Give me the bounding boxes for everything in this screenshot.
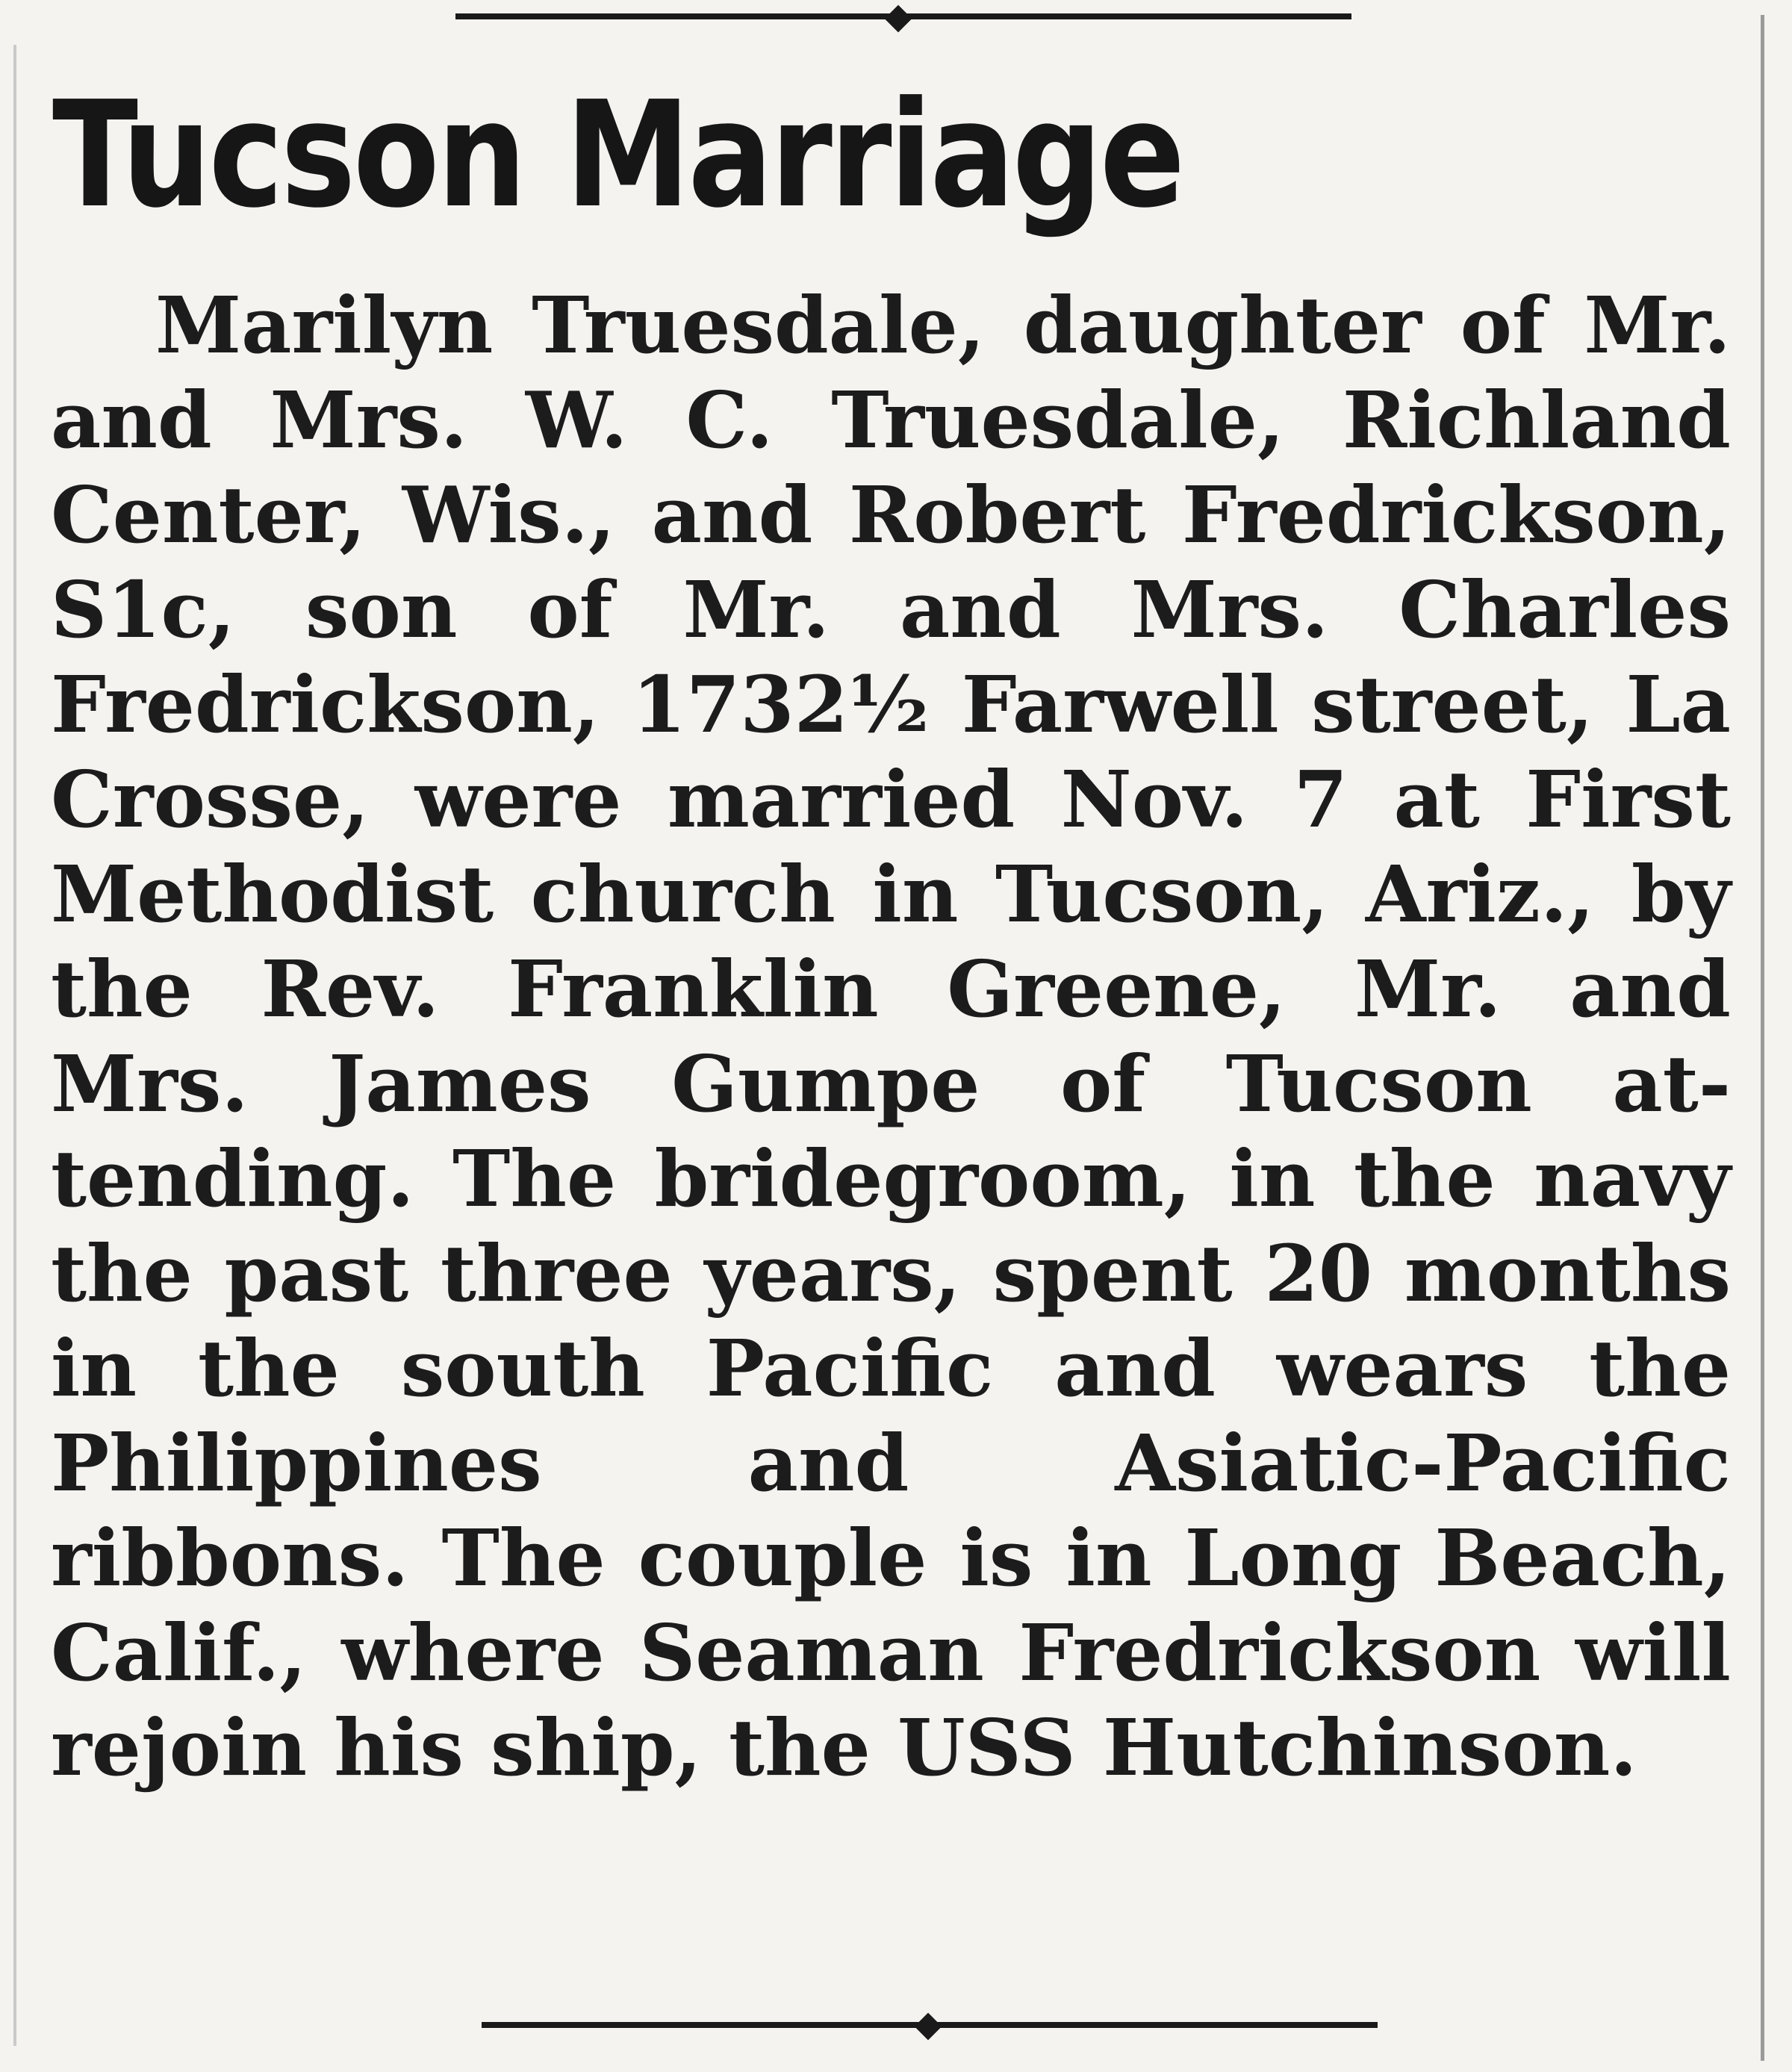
left-column-rule	[13, 45, 16, 2046]
headline: Tucson Marriage	[52, 70, 1183, 240]
bottom-divider-ornament	[915, 2013, 942, 2041]
article-paragraph: Marilyn Truesdale, daughter of Mr. and Mrs. W. C. Truesdale, Richland Center, Wis., and Robert Fredrickson, S1c, son of Mr. and Mrs. Charles Fredrickson, 1732½ Farwell street, La Crosse, were married Nov. 7 at First Methodist church in Tucson, Ariz., by the Rev. Franklin Greene, Mr. and Mrs. James Gumpe of Tucson attending. The bridegroom, in the navy the past three years, spent 20 months in the south Pacific and wears the Philippines and Asiatic-Pacific ribbons. The couple is in Long Beach, Calif., where Seaman Fredrickson will rejoin his ship, the USS Hutchinson.	[51, 279, 1731, 1793]
article-body	[51, 278, 1731, 1795]
top-divider-ornament	[885, 5, 912, 33]
right-column-rule	[1761, 15, 1764, 2061]
